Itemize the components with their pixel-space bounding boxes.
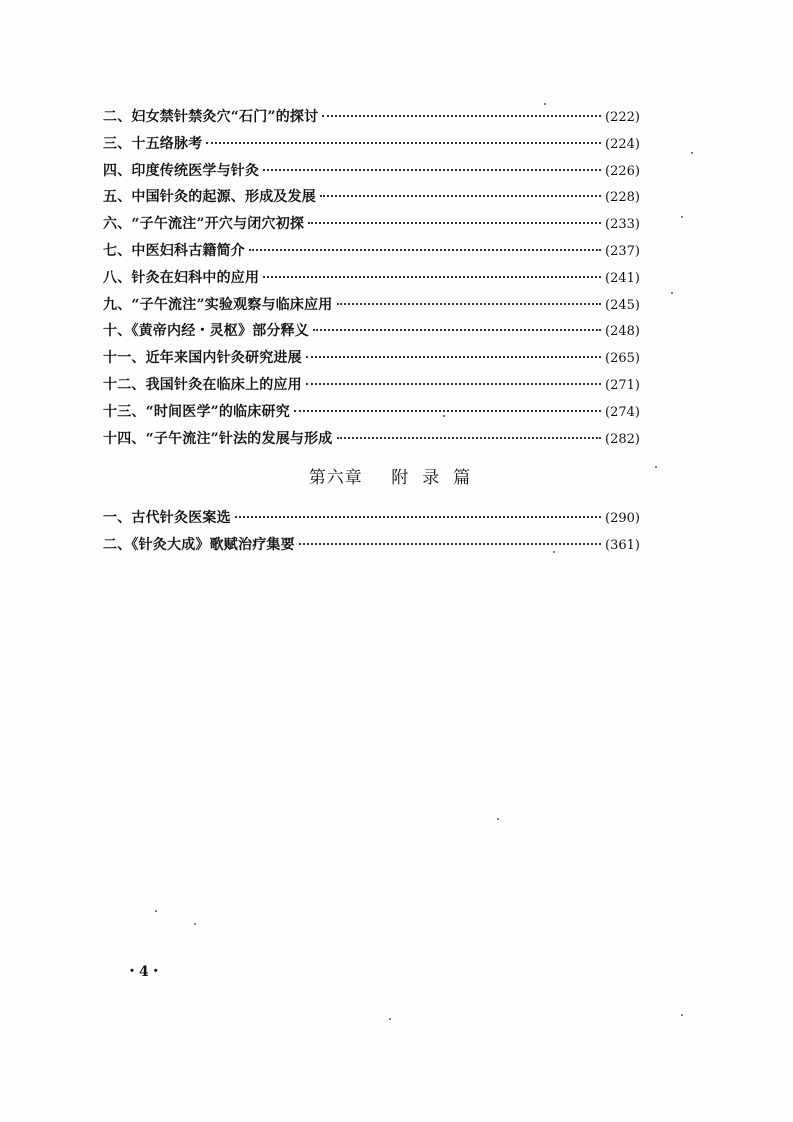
dot-leader xyxy=(337,437,602,439)
toc-entry xyxy=(103,238,640,265)
toc-entry xyxy=(103,532,640,559)
chapter-number: 第六章 xyxy=(308,468,363,488)
toc-entry-title: 十三、“时间医学”的临床研究 xyxy=(103,403,290,420)
toc-entry xyxy=(103,426,640,453)
toc-entry-title: 五、中国针灸的起源、形成及发展 xyxy=(103,189,316,206)
toc-entry-page: (224) xyxy=(605,136,640,152)
dot-leader xyxy=(294,410,601,412)
toc-entry-page: (248) xyxy=(605,324,640,340)
dot-leader xyxy=(263,169,601,171)
toc-entry-title: 十四、“子午流注”针法的发展与形成 xyxy=(103,430,333,447)
scan-speck xyxy=(681,216,683,218)
toc-entry-page: (237) xyxy=(605,243,640,259)
dot-leader xyxy=(299,543,601,545)
appendix-contents xyxy=(103,505,640,559)
toc-entry-page: (226) xyxy=(605,163,640,179)
toc-entry-title: 十二、我国针灸在临床上的应用 xyxy=(103,376,302,393)
toc-entry-page: (241) xyxy=(605,270,640,286)
dot-leader xyxy=(322,115,601,117)
toc-entry-page: (222) xyxy=(605,110,640,125)
scan-speck xyxy=(681,1014,683,1016)
page-number: ・4・ xyxy=(125,964,163,980)
toc-entry-title: 二、《针灸大成》歌赋治疗集要 xyxy=(103,536,295,553)
toc-entry xyxy=(103,104,640,131)
scan-speck xyxy=(691,152,693,154)
scan-speck xyxy=(194,923,196,925)
toc-entry xyxy=(103,265,640,292)
dot-leader xyxy=(306,383,601,385)
scan-speck xyxy=(671,292,673,294)
toc-entry-page: (274) xyxy=(605,404,640,420)
toc-entry xyxy=(103,158,640,185)
toc-entry-page: (361) xyxy=(605,537,640,553)
toc-entry-page: (228) xyxy=(605,190,640,206)
scan-speck xyxy=(553,551,555,553)
scan-speck xyxy=(443,415,445,417)
toc-entry-title: 九、“子午流注”实验观察与临床应用 xyxy=(103,296,333,313)
toc-entry-title: 三、十五络脉考 xyxy=(103,135,203,152)
scan-speck xyxy=(389,1018,391,1020)
dot-leader xyxy=(249,249,601,251)
scan-speck xyxy=(544,103,546,105)
dot-leader xyxy=(320,195,601,197)
table-of-contents xyxy=(103,104,640,452)
toc-entry-title: 十一、近年来国内针灸研究进展 xyxy=(103,350,302,367)
dot-leader xyxy=(235,516,601,518)
toc-entry-title: 十、《黄帝内经・灵枢》部分释义 xyxy=(103,323,309,340)
toc-entry xyxy=(103,131,640,158)
toc-entry xyxy=(103,211,640,238)
chapter-heading xyxy=(0,464,793,492)
toc-entry-page: (233) xyxy=(605,217,640,233)
toc-entry xyxy=(103,345,640,372)
dot-leader xyxy=(308,222,601,224)
chapter-title: 附录篇 xyxy=(391,468,485,488)
scan-speck xyxy=(155,910,157,912)
dot-leader xyxy=(337,303,602,305)
dot-leader xyxy=(313,329,601,331)
toc-entry xyxy=(103,292,640,319)
toc-entry-page: (290) xyxy=(605,511,640,526)
toc-entry xyxy=(103,318,640,345)
toc-entry-page: (271) xyxy=(605,377,640,393)
toc-entry-title: 二、妇女禁针禁灸穴“石门”的探讨 xyxy=(103,109,319,125)
toc-entry-title: 四、印度传统医学与针灸 xyxy=(103,162,260,179)
toc-entry-title: 一、古代针灸医案选 xyxy=(103,510,231,526)
toc-entry-page: (265) xyxy=(605,351,640,367)
toc-entry-title: 六、“子午流注”开穴与闭穴初探 xyxy=(103,216,305,233)
toc-entry-page: (245) xyxy=(605,297,640,313)
dot-leader xyxy=(206,142,601,144)
dot-leader xyxy=(263,276,601,278)
toc-entry xyxy=(103,399,640,426)
toc-entry-title: 八、针灸在妇科中的应用 xyxy=(103,269,260,286)
toc-entry xyxy=(103,372,640,399)
scan-speck xyxy=(655,466,657,468)
scan-speck xyxy=(497,818,499,820)
toc-entry xyxy=(103,184,640,211)
toc-entry-title: 七、中医妇科古籍简介 xyxy=(103,242,245,259)
toc-entry-page: (282) xyxy=(605,431,640,447)
toc-entry xyxy=(103,505,640,532)
dot-leader xyxy=(306,356,601,358)
